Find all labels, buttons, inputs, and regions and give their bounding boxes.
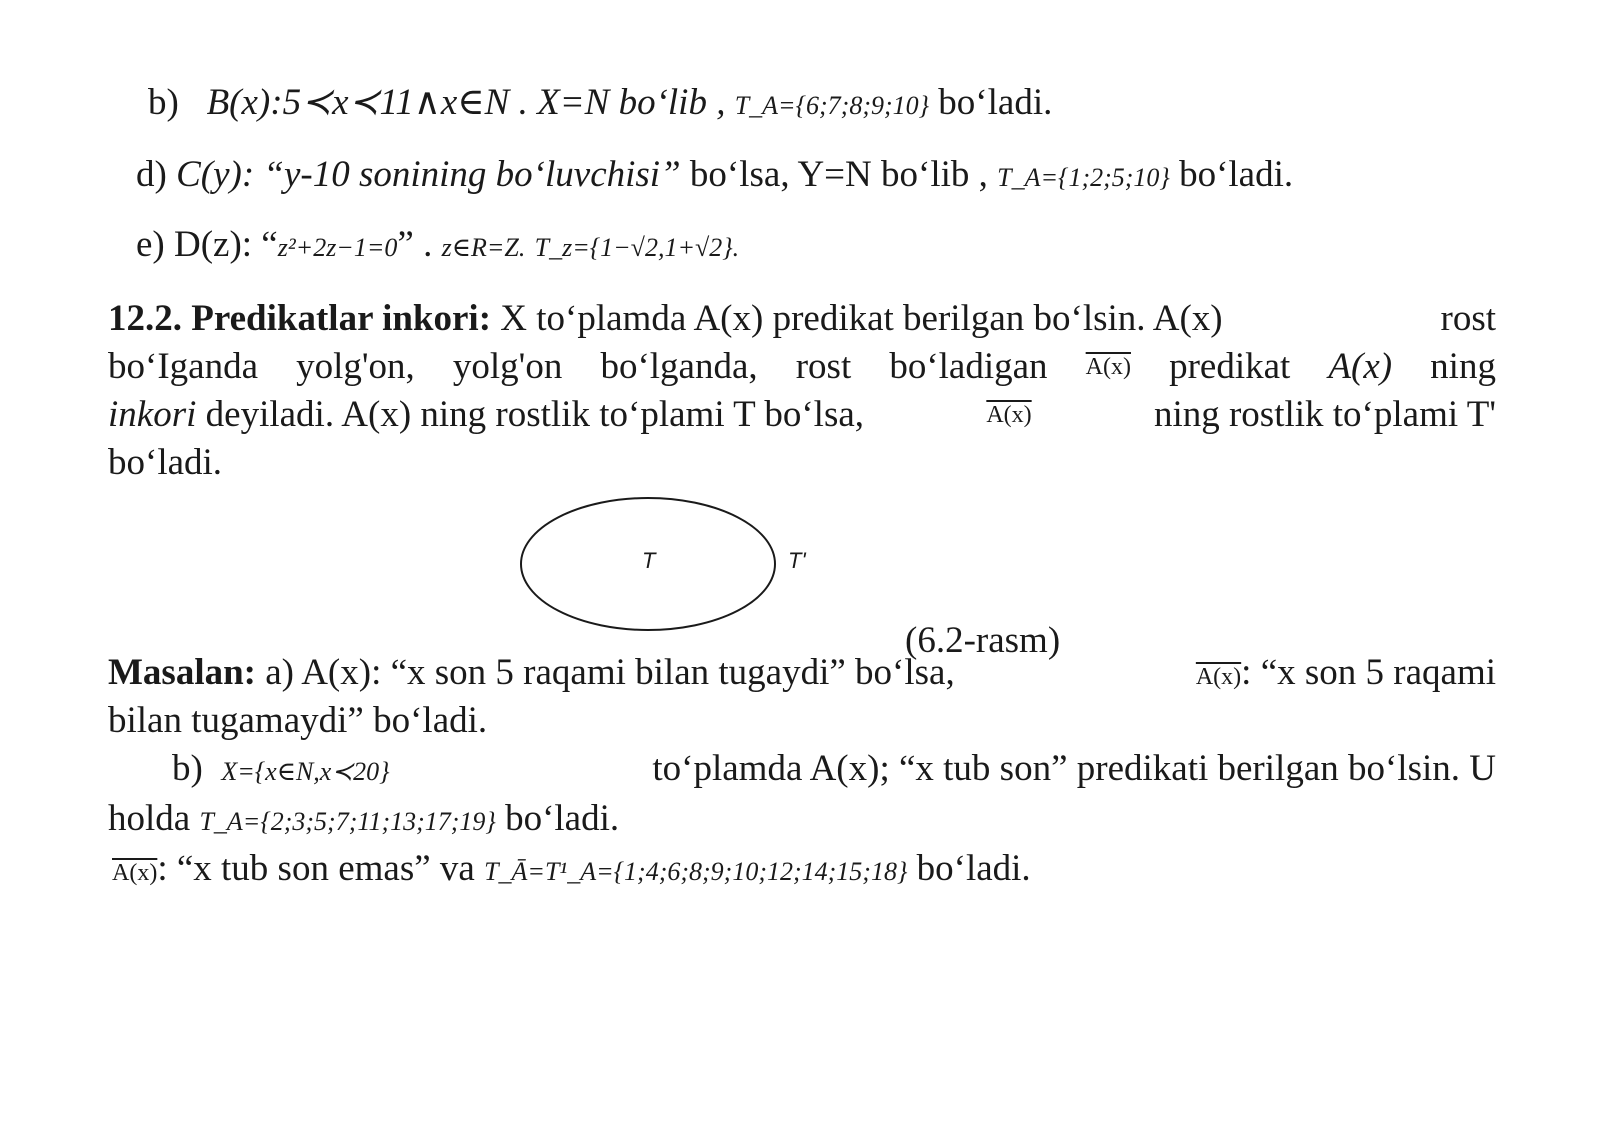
item-e <box>136 222 739 271</box>
word: bo‘Iganda <box>108 346 258 387</box>
item-b-formula: B(x):5≺x≺11∧x∈N <box>206 82 510 123</box>
item-e-formula: z²+2z−1=0 <box>277 233 398 262</box>
item-d-predicate: C(y): “y-10 sonining bo‘luvchisi” <box>176 154 681 195</box>
section-line-1-end: rost <box>1440 298 1496 339</box>
figure-caption: (6.2-rasm) <box>905 620 1061 661</box>
item-e-label: e) D(z): “ <box>136 224 278 265</box>
negation-symbol: A(x) <box>1195 664 1242 690</box>
section-line-1 <box>108 296 1496 342</box>
example-line-5 <box>112 846 1031 896</box>
item-b-end: bo‘ladi. <box>938 82 1053 123</box>
section-line-2 <box>108 344 1496 390</box>
item-e-close: ” . <box>397 224 433 265</box>
item-b-set: T_A={6;7;8;9;10} <box>734 91 930 120</box>
item-b <box>148 80 1052 129</box>
item-d-end: bo‘ladi. <box>1179 154 1294 195</box>
item-b-text: . X=N bo‘lib , <box>518 82 726 123</box>
example-a-text: a) A(x): “x son 5 raqami bilan tugaydi” bo‘lsa, <box>265 652 955 693</box>
item-d-label: d) <box>136 154 167 195</box>
term-inkori: inkori <box>108 394 197 435</box>
example-b-label: b) <box>172 748 203 789</box>
example-line-2: bilan tugamaydi” bo‘ladi. <box>108 700 488 741</box>
item-e-domain: z∈R=Z. <box>441 233 526 262</box>
word: holda <box>108 798 191 839</box>
example-b-text: to‘plamda A(x); “x tub son” predikati berilgan bo‘lsin. U <box>652 748 1496 789</box>
example-c-set: T_Ā=T¹_A={1;4;6;8;9;10;12;14;15;18} <box>484 857 908 886</box>
example-c-end: bo‘ladi. <box>916 848 1031 889</box>
example-c-text: : “x tub son emas” va <box>157 848 475 889</box>
inner-label: T <box>642 548 656 573</box>
item-d-text: bo‘lsa, Y=N bo‘lib , <box>689 154 988 195</box>
outer-label: T' <box>788 548 806 573</box>
word: A(x) <box>1328 346 1393 387</box>
negation-symbol: A(x) <box>986 402 1032 428</box>
word: rost <box>795 346 852 387</box>
negation-symbol: A(x) <box>1085 354 1131 380</box>
word: yolg'on, <box>296 346 415 387</box>
section-line-3 <box>108 392 1496 438</box>
word: predikat <box>1169 346 1291 387</box>
word: bo‘lganda, <box>600 346 758 387</box>
venn-diagram <box>520 496 840 636</box>
word: ning <box>1430 346 1496 387</box>
example-b-truth-set: T_A={2;3;5;7;11;13;17;19} <box>199 807 496 836</box>
word: bo‘ladigan <box>889 346 1048 387</box>
negation-symbol: A(x) <box>112 860 158 886</box>
example-line-3 <box>172 746 1496 795</box>
word: yolg'on <box>452 346 563 387</box>
item-b-label: b) <box>148 82 179 123</box>
section-line-1-text: X to‘plamda A(x) predikat berilgan bo‘lsin. A(x) <box>500 298 1223 339</box>
section-heading: 12.2. Predikatlar inkori: <box>108 298 492 339</box>
example-b-set: X={x∈N,x≺20} <box>221 757 390 786</box>
section-line-3-text: deyiladi. A(x) ning rostlik to‘plami T bo‘lsa, <box>205 394 865 435</box>
example-heading: Masalan: <box>108 652 256 693</box>
section-line-4: bo‘ladi. <box>108 442 223 483</box>
example-a-text-end: : “x son 5 raqami <box>1241 652 1496 693</box>
word: bo‘ladi. <box>505 798 620 839</box>
item-d <box>136 152 1293 201</box>
item-e-set: T_z={1−√2,1+√2}. <box>534 233 740 262</box>
item-d-set: T_A={1;2;5;10} <box>997 163 1170 192</box>
example-line-4 <box>108 796 619 845</box>
section-line-3-end: ning rostlik to‘plami T' <box>1153 394 1496 435</box>
example-line-1 <box>108 650 1496 700</box>
